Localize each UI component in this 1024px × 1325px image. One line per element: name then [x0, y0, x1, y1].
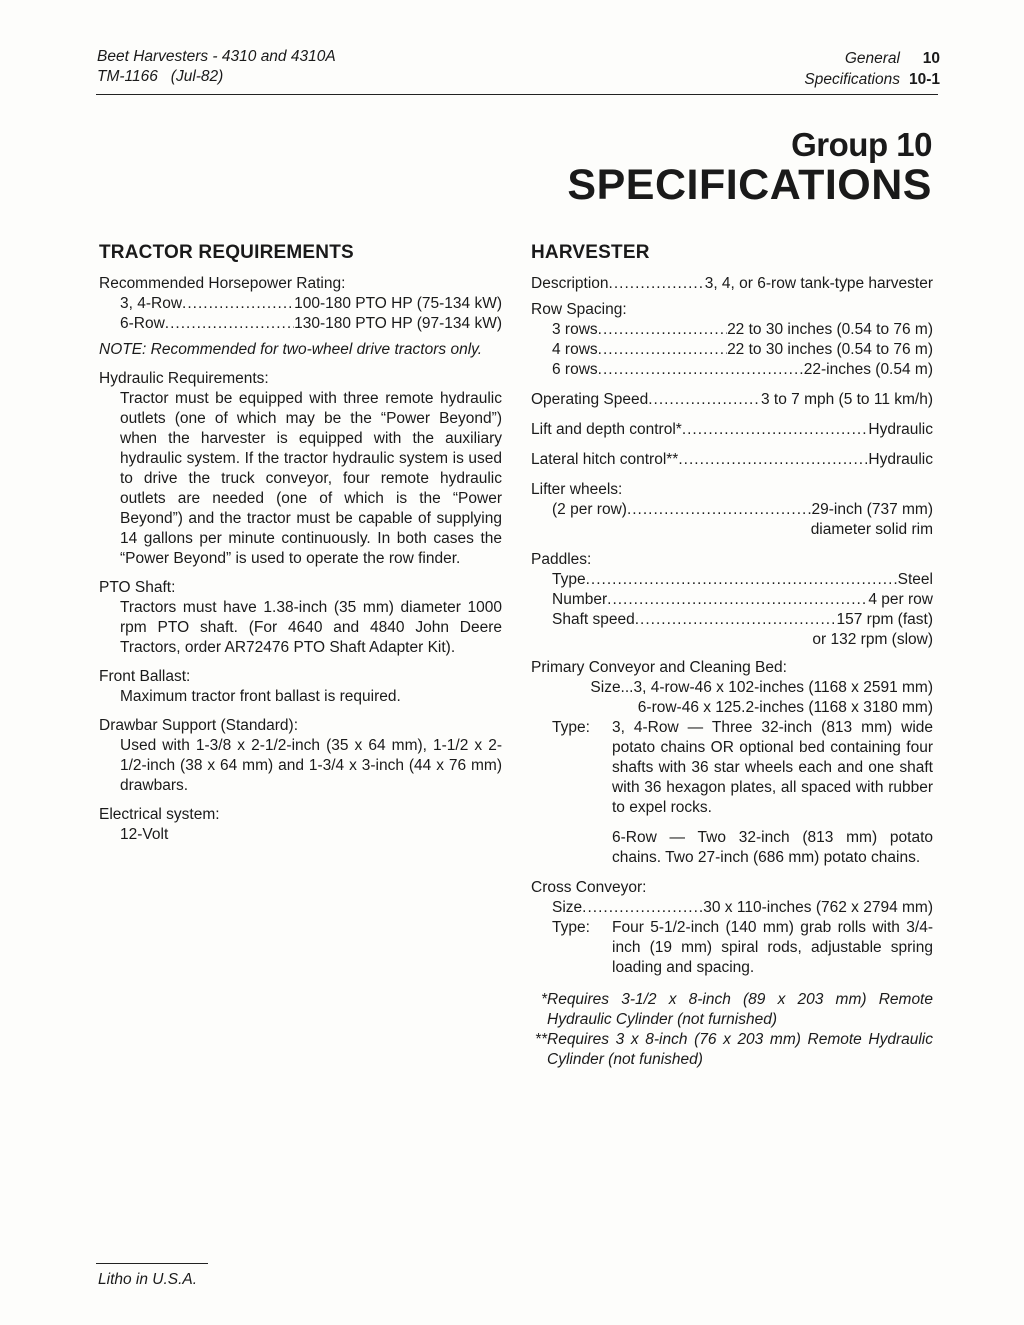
hydraulic-text: Tractor must be equipped with three remote hydraulic outlets (one of which may be the “Power Beyond”) when the harvester is equipped with the auxiliary hydraulic system. If the tractor hydraulic system is used to drive the truck conveyor, four remote hydraulic outlets are needed (one of which is the “Power Beyond”) and the tractor must be capable of supplying 14 gallons per minute continuously. In both cases the “Power Beyond” is used to operate the row finder.	[120, 390, 502, 567]
pto-label: PTO Shaft:	[99, 579, 176, 596]
harvester-column	[531, 240, 933, 1070]
electrical-label: Electrical system:	[99, 806, 220, 823]
hydraulic-label: Hydraulic Requirements:	[99, 370, 269, 387]
lateral-hitch-row: Lateral hitch control** ..... Hydraulic	[531, 450, 933, 470]
row-spacing-label: Row Spacing:	[531, 301, 627, 318]
paddles-row: Number ..... 4 per row	[552, 590, 933, 610]
operating-speed-row: Operating Speed ..... 3 to 7 mph (5 to 11 km/h)	[531, 390, 933, 410]
manual-number: TM-1166 (Jul-82)	[97, 68, 224, 85]
paddles-row: Type ..... Steel	[552, 570, 933, 590]
note: NOTE: Recommended for two-wheel drive tractors only.	[99, 341, 483, 358]
manual-title: Beet Harvesters - 4310 and 4310A	[97, 48, 336, 65]
footnote: * Requires 3-1/2 x 8-inch (89 x 203 mm) Remote Hydraulic Cylinder (not furnished)	[540, 991, 933, 1028]
section-label: General	[844, 50, 900, 67]
running-header-left	[97, 47, 336, 87]
section-number: 10	[922, 50, 940, 67]
row-spacing-row: 3 rows ..... 22 to 30 inches (0.54 to 76 m)	[552, 320, 933, 340]
description-row: Description ..... 3, 4, or 6-row tank-type harvester	[531, 274, 933, 294]
hp-label: Recommended Horsepower Rating:	[99, 275, 346, 292]
page-number: 10-1	[908, 71, 940, 88]
drawbar-label: Drawbar Support (Standard):	[99, 717, 299, 734]
primary-size-line: Size...3, 4-row-46 x 102-inches (1168 x 2591 mm)	[590, 679, 933, 696]
ballast-label: Front Ballast:	[99, 668, 191, 685]
tractor-requirements-column	[99, 240, 502, 845]
lift-control-row: Lift and depth control* ..... Hydraulic	[531, 420, 933, 440]
group-number: Group 10	[791, 126, 932, 163]
cross-type-text: Four 5-1/2-inch (140 mm) grab rolls with 3/4-inch (19 mm) spiral rods, adjustable spring loading and spacing.	[612, 919, 933, 976]
drawbar-text: Used with 1-3/8 x 2-1/2-inch (35 x 64 mm), 1-1/2 x 2-1/2-inch (38 x 64 mm) and 1-3/4 x 3-inch (44 x 76 mm) drawbars.	[120, 737, 502, 794]
header-rule	[96, 94, 938, 95]
harvester-heading: HARVESTER	[531, 242, 650, 263]
group-name: SPECIFICATIONS	[567, 161, 932, 209]
paddles-label: Paddles:	[531, 551, 592, 568]
lifter-wheels-row: (2 per row) ..... 29-inch (737 mm)	[552, 500, 933, 520]
print-location: Litho in U.S.A.	[98, 1271, 198, 1288]
footer-rule	[96, 1263, 208, 1264]
ballast-text: Maximum tractor front ballast is required.	[120, 688, 401, 705]
primary-conveyor-label: Primary Conveyor and Cleaning Bed:	[531, 659, 787, 676]
primary-type-text: 3, 4-Row — Three 32-inch (813 mm) wide potato chains OR optional bed containing four shafts with 36 star wheels each and one shaft with 36 hexagon plates, all spaced with rubber to expel rocks.	[612, 719, 933, 816]
cross-type: Type: Four 5-1/2-inch (140 mm) grab rolls with 3/4-inch (19 mm) spiral rods, adjustable spring loading and spacing.	[552, 919, 933, 976]
lifter-wheels-label: Lifter wheels:	[531, 481, 623, 498]
electrical-text: 12-Volt	[120, 826, 169, 843]
cross-conveyor-label: Cross Conveyor:	[531, 879, 647, 896]
hp-row: 3, 4-Row ..... 100-180 PTO HP (75-134 kW)	[120, 294, 502, 314]
primary-type: Type: 3, 4-Row — Three 32-inch (813 mm) wide potato chains OR optional bed containing four shafts with 36 star wheels each and one shaft with 36 hexagon plates, all spaced with rubber to expel rocks. 6-Row — Two 32-inch (813 mm) potato chains. Two 27-inch (686 mm) potato chains.	[552, 719, 933, 866]
lifter-wheels-extra: diameter solid rim	[810, 521, 933, 538]
cross-size-row: Size ..... 30 x 110-inches (762 x 2794 mm)	[552, 898, 933, 918]
tractor-heading: TRACTOR REQUIREMENTS	[99, 242, 354, 263]
paddles-row: Shaft speed ..... 157 rpm (fast)	[552, 610, 933, 630]
primary-type-text-6row: 6-Row — Two 32-inch (813 mm) potato chains. Two 27-inch (686 mm) potato chains.	[612, 829, 933, 866]
hp-row: 6-Row ..... 130-180 PTO HP (97-134 kW)	[120, 314, 502, 334]
pto-text: Tractors must have 1.38-inch (35 mm) diameter 1000 rpm PTO shaft. (For 4640 and 4840 John Deere Tractors, order AR72476 PTO Shaft Adapter Kit).	[120, 599, 502, 656]
group-label: Specifications	[804, 71, 900, 88]
footnotes	[531, 990, 933, 1070]
row-spacing-row: 4 rows ..... 22 to 30 inches (0.54 to 76 m)	[552, 340, 933, 360]
row-spacing-row: 6 rows ..... 22-inches (0.54 m)	[552, 360, 933, 380]
page-title	[567, 127, 932, 207]
primary-size-line: 6-row-46 x 125.2-inches (1168 x 3180 mm)	[637, 699, 933, 716]
footnote: ** Requires 3 x 8-inch (76 x 203 mm) Remote Hydraulic Cylinder (not funished)	[534, 1031, 933, 1068]
running-header-right	[804, 48, 940, 90]
paddles-extra: or 132 rpm (slow)	[812, 631, 933, 648]
